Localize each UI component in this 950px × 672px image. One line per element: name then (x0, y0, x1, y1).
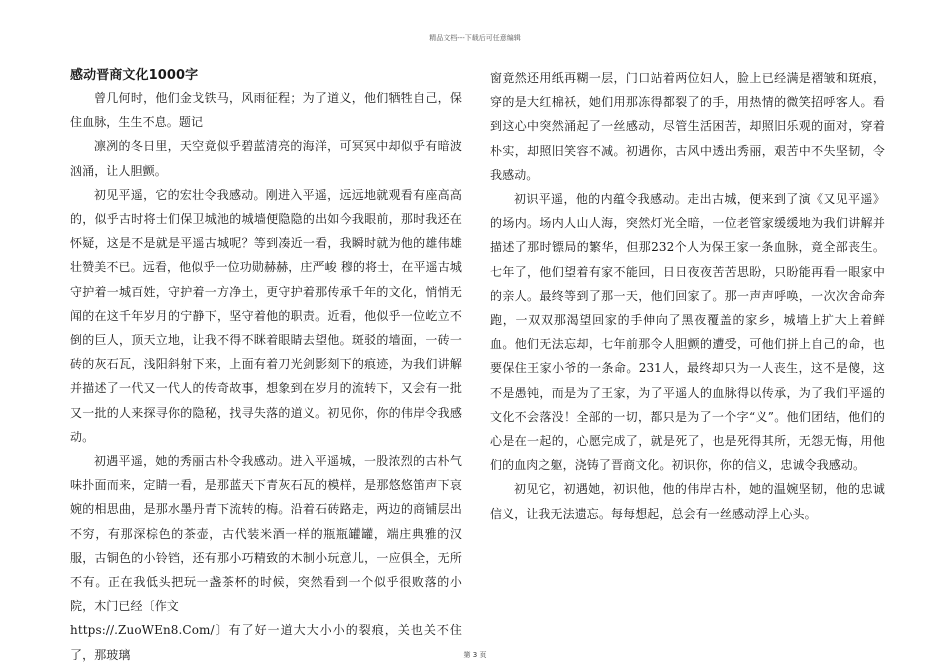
paragraph: 凛冽的冬日里，天空竟似乎碧蓝清亮的海洋，可冥冥中却似乎有暗波汹涌，让人胆颤。 (70, 139, 462, 178)
document-title: 感动晋商文化1000字 (70, 68, 199, 83)
paragraph-continuation: https://.ZuoWEn8.Com/〕有了好一道大大小小的裂痕，关也关不住了，那玻璃 (70, 623, 462, 662)
paragraph: 初见它，初遇她，初识他，他的伟岸古朴，她的温婉坚韧，他的忠诚信义，让我无法遗忘。每每想起，总会有一丝感动浮上心头。 (490, 482, 885, 521)
paragraph: 初遇平遥，她的秀丽古朴令我感动。进入平遥城，一股浓烈的古朴气味扑面而来，定睛一看，是那蓝天下青灰石瓦的模样，是那悠悠笛声下哀婉的相思曲，是那水墨丹青下流转的梅。沿着石砖路走，两边的商铺层出不穷，有那深棕色的茶壶，古代装米酒一样的瓶瓶罐罐，端庄典雅的汉服，古铜色的小铃铛，还有那小巧精致的木制小玩意儿，一应俱全，无所不有。正在我低头把玩一盏茶杯的时候，突然看到一个似乎很败落的小院，木门已经〔作文 (70, 454, 462, 614)
page-header: 精品文档---下载后可任意编辑 (429, 34, 521, 42)
right-column (490, 66, 885, 526)
paragraph-continuation: 窗竟然还用纸再糊一层，门口站着两位妇人，脸上已经满是褶皱和斑痕，穿的是大红棉袄，她们用那冻得都裂了的手，用热情的微笑招呼客人。看到这心中突然涌起了一丝感动，尽管生活困苦，却照旧乐观的面对，穿着朴实，却照旧笑容不减。初遇你，古风中透出秀丽，艰苦中不失坚韧，令我感动。 (490, 71, 885, 182)
paragraph: 初识平遥，他的内蕴令我感动。走出古城，便来到了演《又见平遥》的场内。场内人山人海，突然灯光全暗，一位老管家缓缓地为我们讲解并描述了那时镖局的繁华，但那232个人为保王家一条血脉，竟全部丧生。七年了，他们望着有家不能回，日日夜夜苦苦思盼，只盼能再看一眼家中的亲人。最终等到了那一天，他们回家了。那一声声呼唤，一次次舍命奔跑，一双双那渴望回家的手伸向了黑夜覆盖的家乡，城墙上扩大上着鲜血。他们无法忘却，七年前那令人胆颤的遭受，可他们拼上自己的命，也要保住王家小爷的一条命。231人，最终却只为一人丧生，这不是傻，这不是愚钝，而是为了王家，为了平遥人的血脉得以传承，为了我们平遥的文化不会落没！全部的一切，都只是为了一个字“义”。他们团结，他们的心是在一起的，心愿完成了，就是死了，也是死得其所，无怨无悔，用他们的血肉之躯，浇铸了晋商文化。初识你，你的信义，忠诚令我感动。 (490, 192, 885, 473)
page-number: 第 3 页 (463, 651, 487, 659)
paragraph: 初见平遥，它的宏壮令我感动。刚进入平遥，远远地就观看有座高高的，似乎古时将士们保卫城池的城墙便隐隐的出如今我眼前，那时我还在怀疑，这是不是就是平遥古城呢？等到凑近一看，我瞬时就为他的雄伟雄壮赞美不已。远看，他似乎一位功勋赫赫，庄严峻 穆的将士，在平遥古城守护着一城百姓，守护着一方净土，更守护着那传承千年的文化，悄悄无闻的在这千年岁月的宁静下，坚守着他的职责。近看，他似乎一位屹立不倒的巨人，顶天立地，让我不得不眯着眼睛去望他。斑驳的墙面，一砖一砖的灰石瓦，浅阳斜射下来，上面有着刀光剑影刻下的痕迹，为我们讲解并描述了一代又一代人的传奇故事，想象到在岁月的流转下，又会有一批又一批的人来探寻你的隐秘，找寻失落的道义。初见你，你的伟岸令我感动。 (70, 187, 462, 444)
paragraph: 曾几何时，他们金戈铁马，风雨征程；为了道义，他们牺牲自己，保住血脉，生生不息。题记 (70, 91, 462, 130)
left-column (70, 66, 462, 667)
